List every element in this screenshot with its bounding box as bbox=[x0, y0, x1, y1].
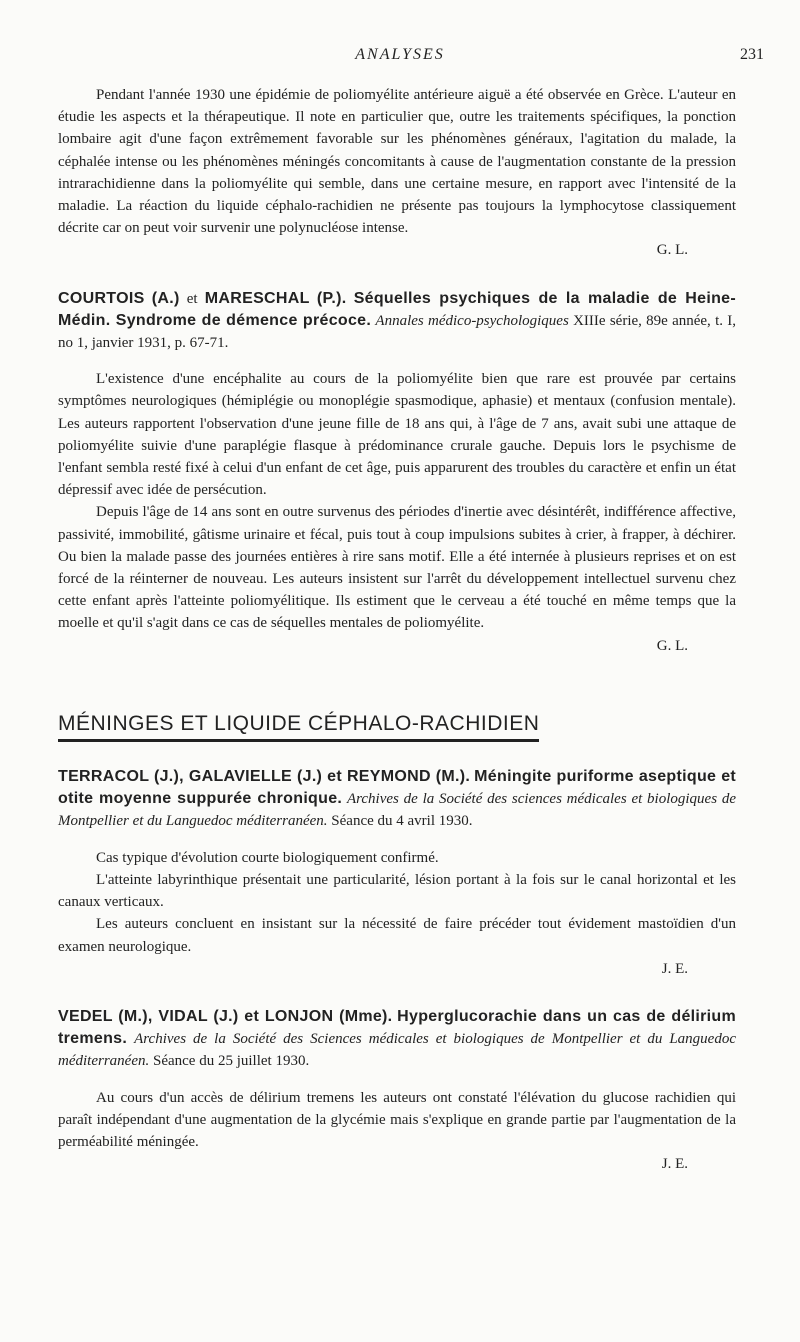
entry-header bbox=[58, 766, 736, 833]
abstract-paragraph: Depuis l'âge de 14 ans sont en outre survenus des périodes d'inertie avec désintérêt, indifférence affective, passivité, immobilité, gâtisme urinaire et fécal, puis tout à coup impulsions subites à crier, à frapper, à déchirer. Ou bien la malade passe des journées entières à rire sans motif. Elle a été internée à plusieurs reprises et on est forcé de la réinterner de nouveau. Les auteurs insistent sur l'arrêt du développement intellectuel survenu chez cette enfant après l'atteinte poliomyélitique. Ils estiment que le cerveau a été touché en même temps que la moelle et qu'il s'agit dans ce cas de séquelles mentales de poliomyélite. bbox=[58, 504, 736, 632]
journal-name: Archives de la Société des Sciences médicales et biologiques de Montpellier et du Languedoc méditerranéen. bbox=[58, 1031, 736, 1070]
author-initial: (A.) bbox=[151, 289, 180, 307]
intro-abstract bbox=[58, 84, 736, 262]
authors: TERRACOL (J.), GALAVIELLE (J.) et REYMOND (M.). bbox=[58, 768, 471, 786]
abstract-paragraph: L'atteinte labyrinthique présentait une particularité, lésion portant à la fois sur le canal horizontal et les canaux verticaux. bbox=[58, 871, 736, 911]
article-title: Séquelles psychiques de la maladie de Heine-Médin. Syndrome de démence précoce. bbox=[58, 289, 736, 329]
abstract-entry-courtois bbox=[58, 288, 736, 657]
section-heading-block bbox=[58, 683, 736, 742]
authors: VEDEL (M.), VIDAL (J.) et LONJON (Mme). bbox=[58, 1007, 393, 1025]
entry-header bbox=[58, 288, 736, 355]
article-title: Méningite puriforme aseptique et otite moyenne suppurée chronique. bbox=[58, 768, 737, 808]
intro-paragraph: Pendant l'année 1930 une épidémie de poliomyélite antérieure aiguë a été observée en Grèce. L'auteur en étudie les aspects et la thérapeutique. Il note en particulier que, outre les traitements spécifiques, la ponction lombaire agit d'une façon extrêmement favorable sur les phénomènes généraux, l'agitation du malade, la céphalée intense ou les phénomènes méningés concomitants à cause de l'augmentation constante de la pression intrarachidienne dans la poliomyélite qui semble, dans une certaine mesure, en rapport avec l'intensité de la maladie. La réaction du liquide céphalo-rachidien ne présente pas toujours la lymphocytose classiquement décrite car on peut voir survenir une polynucléose intense. bbox=[58, 87, 736, 237]
section-title: MÉNINGES ET LIQUIDE CÉPHALO-RACHIDIEN bbox=[58, 713, 539, 742]
journal-reference: Séance du 25 juillet 1930. bbox=[152, 1053, 310, 1070]
abstract-paragraph: Au cours d'un accès de délirium tremens les auteurs ont constaté l'élévation du glucose rachidien qui paraît indépendant d'une augmentation de la glycémie mais s'explique en grande partie par l'augmentation de la perméabilité méningée. bbox=[58, 1089, 736, 1150]
article-title: Hyperglucorachie dans un cas de délirium tremens. bbox=[58, 1007, 737, 1048]
journal-reference: XIIIe série, 89e année, t. I, no 1, janvier 1931, p. 67-71. bbox=[58, 312, 737, 352]
abstract-paragraph: Cas typique d'évolution courte biologiquement confirmé. bbox=[96, 849, 439, 866]
journal-reference: Séance du 4 avril 1930. bbox=[331, 813, 473, 830]
abstract-paragraph: Les auteurs concluent en insistant sur la nécessité de faire précéder tout évidement mastoïdien d'un examen neurologique. bbox=[58, 916, 736, 955]
author-initial: (P.). bbox=[316, 289, 347, 307]
running-head: ANALYSES bbox=[355, 46, 445, 63]
intro-signature: G. L. bbox=[656, 242, 688, 259]
conjunction: et bbox=[186, 290, 198, 307]
journal-name: Archives de la Société des sciences médicales et biologiques de Montpellier et du Languedoc méditerranéen. bbox=[58, 791, 736, 830]
entry-header bbox=[58, 1006, 736, 1073]
journal-name: Annales médico-psychologiques bbox=[375, 312, 569, 329]
abstract-paragraph: L'existence d'une encéphalite au cours de la poliomyélite bien que rare est prouvée par certains symptômes neurologiques (hémiplégie ou monoplégie spasmodique, aphasie) et mentaux (confusion mentale). Les auteurs rapportent l'observation d'une jeune fille de 18 ans qui, à l'âge de 7 ans, avait subi une attaque de poliomyélite suivie d'une paraplégie flasque à prédominance crurale gauche. Depuis lors le psychisme de l'enfant sembla resté fixé à celui d'un enfant de cet âge, puis apparurent des troubles du caractère et enfin un état dépressif avec idée de persécution. bbox=[58, 371, 736, 499]
page-number: 231 bbox=[740, 46, 764, 63]
abstract-entry-vedel bbox=[58, 1006, 736, 1175]
abstract-signature: J. E. bbox=[661, 960, 688, 977]
page-content bbox=[58, 84, 736, 1175]
author-name: MARESCHAL bbox=[204, 289, 310, 307]
abstract-signature: G. L. bbox=[656, 637, 688, 654]
abstract-signature: J. E. bbox=[661, 1156, 688, 1173]
author-name: COURTOIS bbox=[58, 289, 145, 307]
abstract-entry-terracol bbox=[58, 766, 736, 980]
